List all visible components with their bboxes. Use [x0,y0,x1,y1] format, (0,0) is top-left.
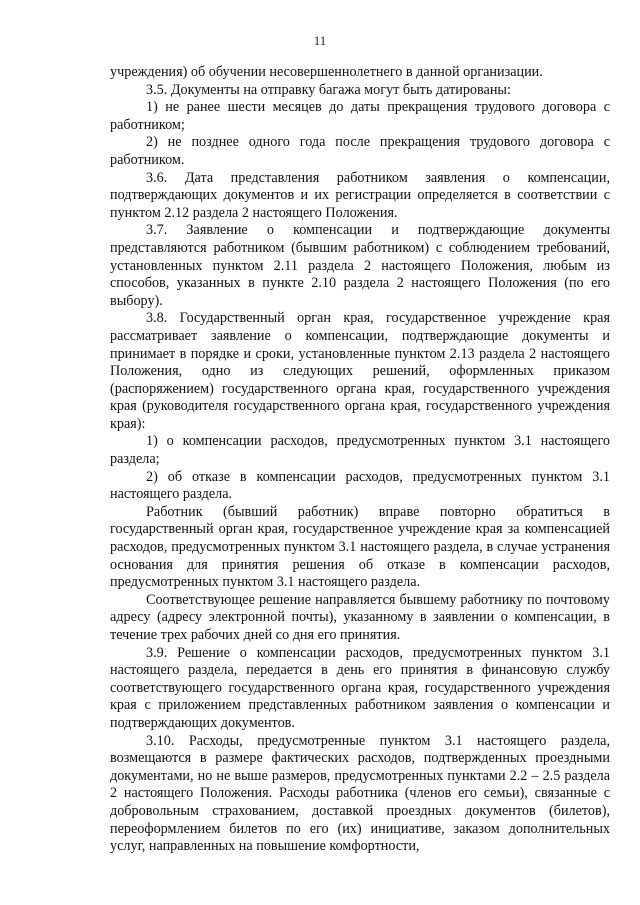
list-item-3-5-1: 1) не ранее шести месяцев до даты прекращения трудового договора с работником; [110,99,610,133]
paragraph-3-10: 3.10. Расходы, предусмотренные пунктом 3.1 настоящего раздела, возмещаются в размере фактических расходов, подтвержденных проездными документами, но не выше размеров, предусмотренных пунктами 2.2 – 2.5 раздела 2 настоящего Положения. Расходы работника (членов его семьи), связанные с добровольным страхованием, доставкой проездных документов (билетов), переоформлением билетов по его (их) инициативе, заказом дополнительных услуг, направленных на повышение комфортности, [110,732,610,855]
paragraph-repeat-request: Работник (бывший работник) вправе повторно обратиться в государственный орган края, государственное учреждение края за компенсацией расходов, предусмотренных пунктом 3.1 настоящего раздела, в случае устранения основания для принятия решения об отказе в компенсации расходов, предусмотренных пунктом 3.1 настоящего раздела. [110,503,610,591]
paragraph-3-5: 3.5. Документы на отправку багажа могут быть датированы: [146,81,511,98]
paragraph-decision-delivery: Соответствующее решение направляется бывшему работнику по почтовому адресу (адресу электронной почты), указанному в заявлении о компенсации, в течение трех рабочих дней со дня его принятия. [110,591,610,643]
paragraph-3-8: 3.8. Государственный орган края, государственное учреждение края рассматривает заявление о компенсации, подтверждающие документы и принимает в порядке и сроки, установленные пунктом 2.13 раздела 2 настоящего Положения, одно из следующих решений, оформленных приказом (распоряжением) государственного органа края, государственного учреждения края (руководителя государственного органа края, государственного учреждения края): [110,310,610,432]
paragraph-continuation: учреждения) об обучении несовершеннолетнего в данной организации. [110,64,543,80]
list-item-3-5-2: 2) не позднее одного года после прекращения трудового договора с работником. [110,134,610,168]
paragraph-3-9: 3.9. Решение о компенсации расходов, предусмотренных пунктом 3.1 настоящего раздела, передается в день его принятия в финансовую службу соответствующего государственного органа края, государственного учреждения края с приложением представленных работником заявления о компенсации и подтверждающих документов. [110,644,610,731]
list-item-3-8-2: 2) об отказе в компенсации расходов, предусмотренных пунктом 3.1 настоящего раздела. [110,468,610,503]
paragraph-3-7: 3.7. Заявление о компенсации и подтверждающие документы представляются работником (бывшим работником) с соблюдением требований, установленных пунктом 2.11 раздела 2 настоящего Положения, любым из способов, указанных в пункте 2.10 раздела 2 настоящего Положения (по его выбору). [110,222,610,309]
document-body [110,64,610,856]
paragraph-3-6: 3.6. Дата представления работником заявления о компенсации, подтверждающих документов и их регистрации определяется в соответствии с пунктом 2.12 раздела 2 настоящего Положения. [110,169,610,221]
list-item-3-8-1: 1) о компенсации расходов, предусмотренных пунктом 3.1 настоящего раздела; [110,433,610,468]
page-number: 11 [313,33,327,48]
